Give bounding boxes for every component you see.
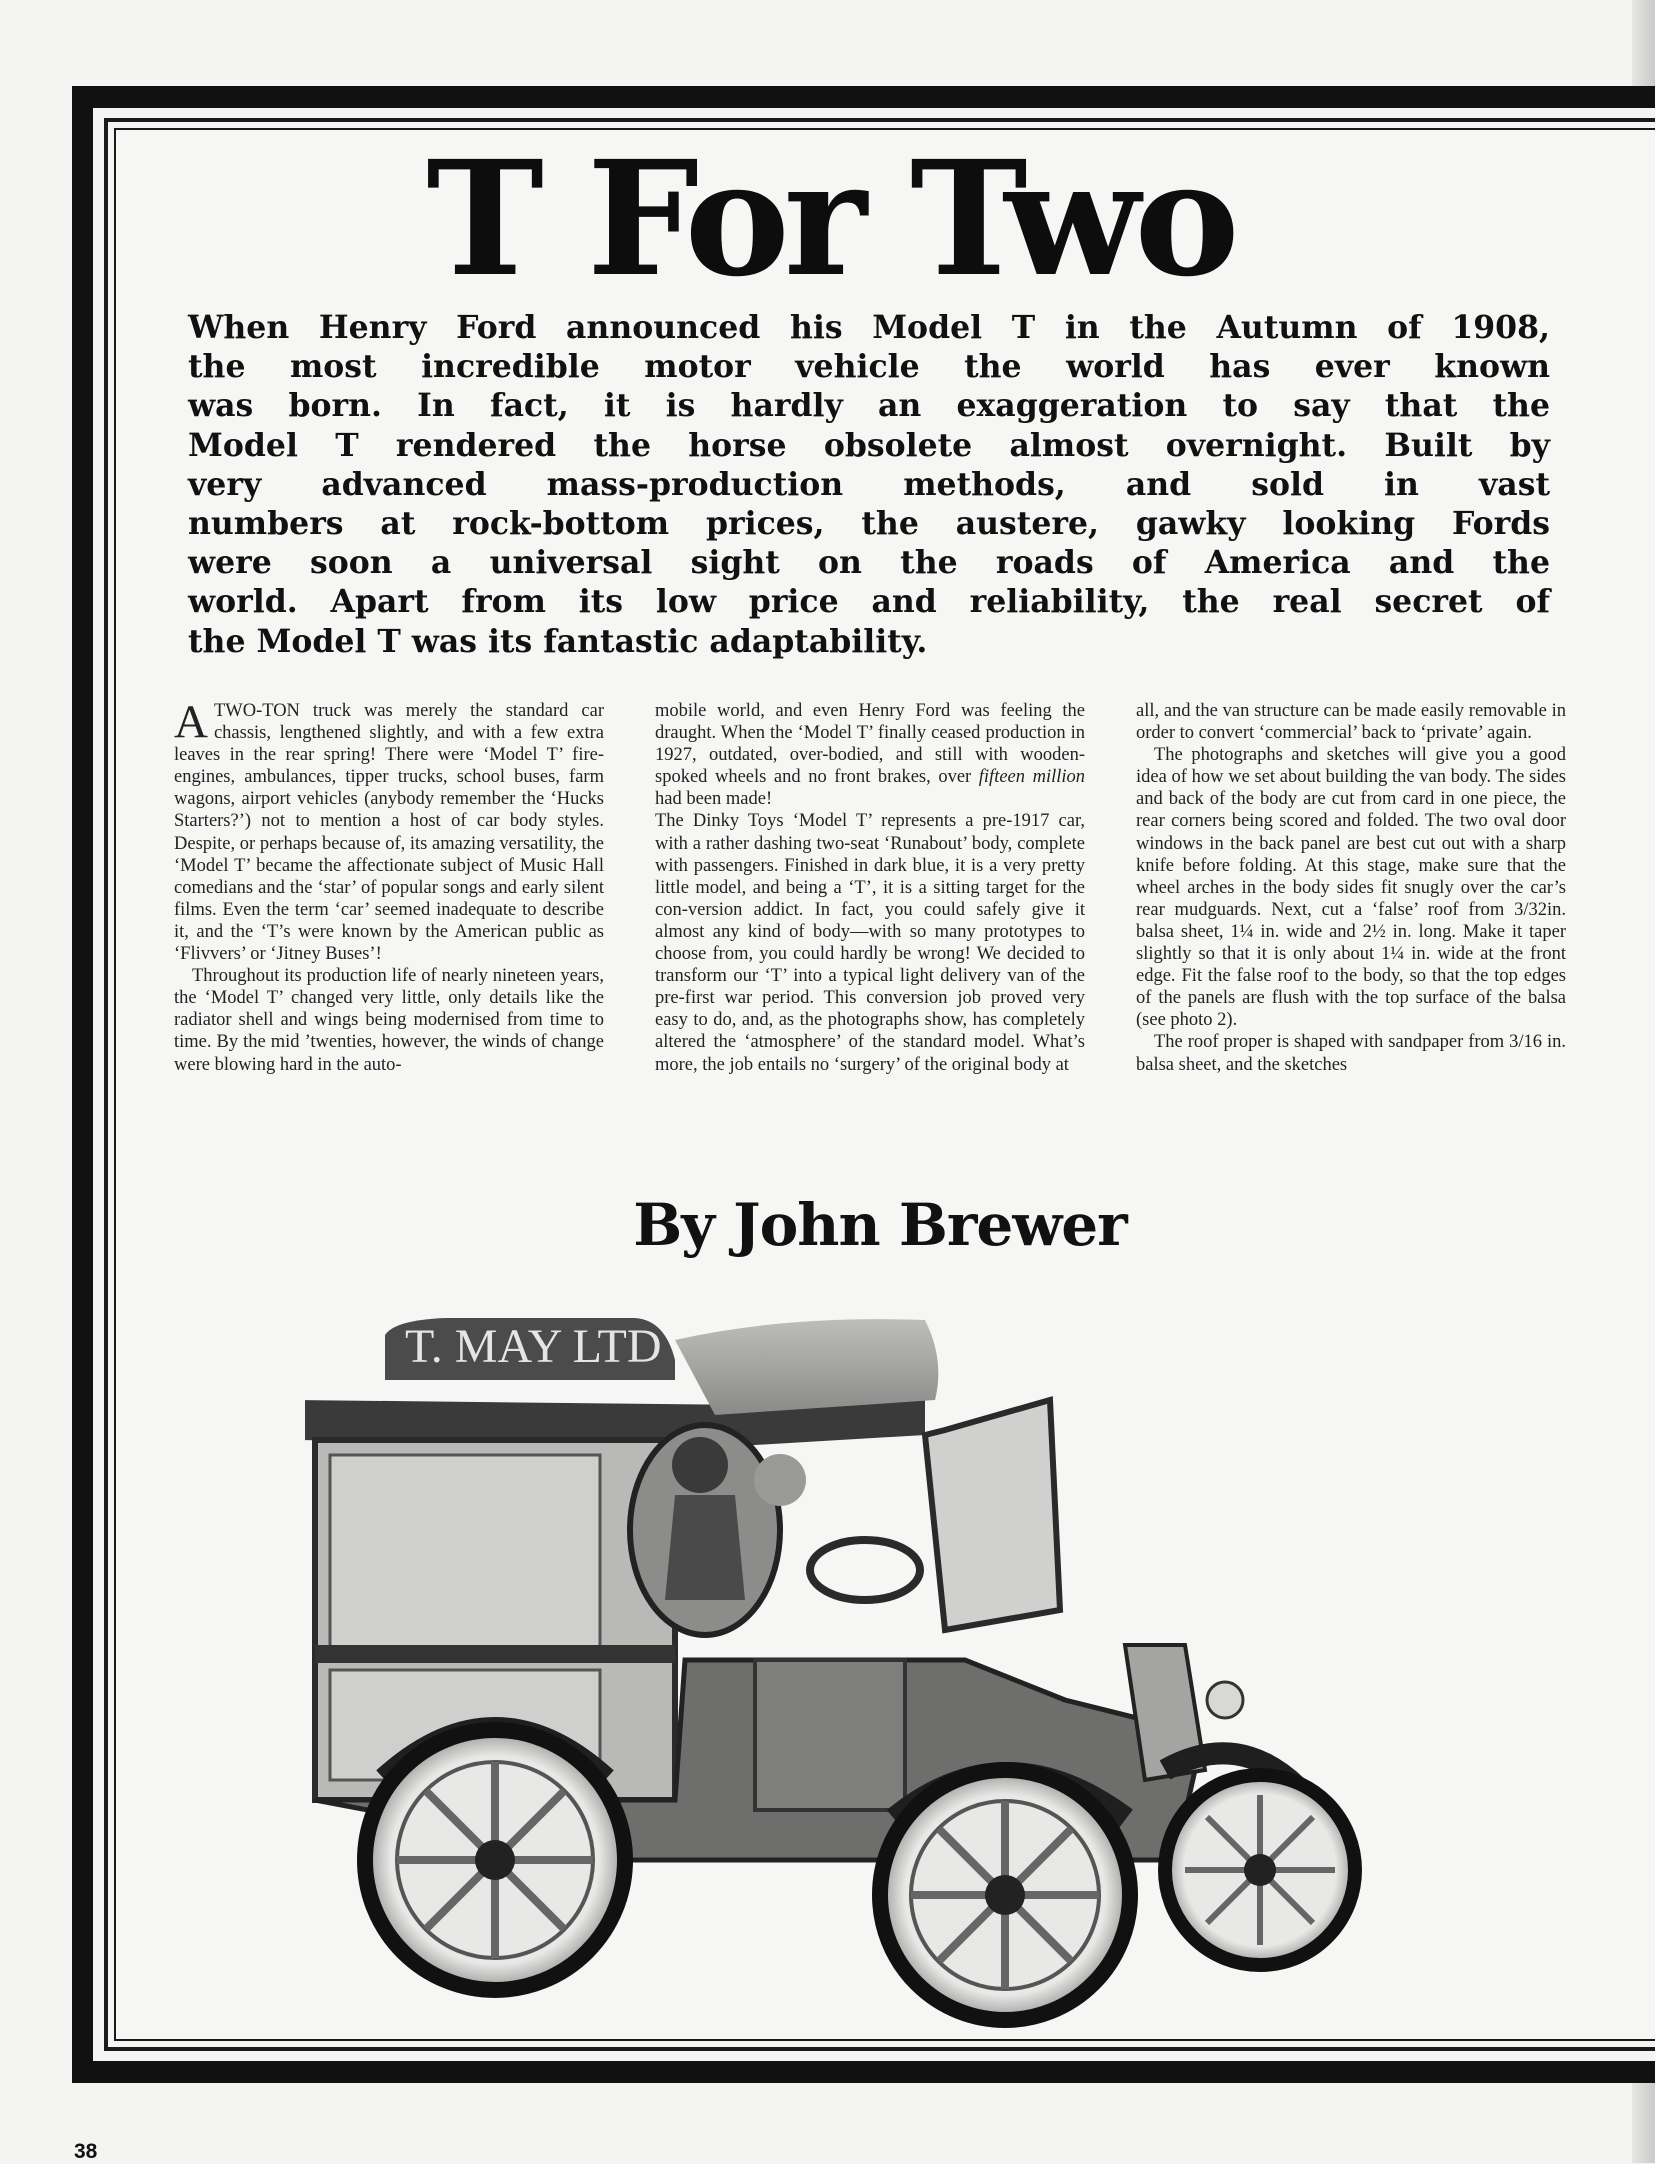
body-paragraph: Throughout its production life of nearly nineteen years, the ‘Model T’ changed very little, only details like the radiator shell and wings being modernised from time to time. By the mid ’twenties, however, the winds of change were blowing hard in the auto- [174,966,604,1075]
van-panel-upper [330,1455,600,1650]
italic-emphasis: fifteen million [978,767,1086,788]
front-wheel [880,1770,1130,2020]
standfirst-line: numbers at rock-bottom prices, the austere, gawky looking Fords [188,505,1550,543]
standfirst-line: was born. In fact, it is hardly an exaggeration to say that the [188,387,1550,425]
body-paragraph: The roof proper is shaped with sandpaper from 3/16 in. balsa sheet, and the sketches [1136,1032,1566,1075]
windscreen [925,1400,1060,1630]
standfirst [188,308,1550,661]
body-column-2 [655,700,1085,1076]
steering-wheel [810,1540,920,1600]
door-panel [755,1660,905,1810]
paragraph-text: had been made! [655,789,773,810]
paragraph-text: mobile world, and even Henry Ford was feeling the draught. When the ‘Model T’ finally ceased production in 1927, outdated, over-bodied, and still with wooden-spoked wheels and no front brakes, over [655,701,1085,788]
standfirst-line: very advanced mass-production methods, and sold in vast [188,465,1550,503]
body-paragraph: The photographs and sketches will give you a good idea of how we set about building the van body. The sides and back of the body are cut from card in one piece, the rear corners being scored and folded. The two oval door windows in the back panel are best cut out with a sharp knife before folding. At this stage, make sure that the wheel arches in the body sides fit snugly over the car’s rear mudguards. Next, cut a ‘false’ roof from 3/32in. balsa sheet, 1¼ in. wide and 2½ in. long. Make it taper slightly so that it is only about 1¼ in. wide at the front edge. Fit the false roof to the body, so that the top edges of the panels are flush with the top surface of the balsa (see photo 2). [1136,745,1566,1031]
cab-roof [675,1319,938,1415]
standfirst-line: the Model T was its fantastic adaptability. [188,622,928,660]
sign-text: T. MAY LTD [405,1320,662,1373]
paragraph-text: TWO-TON truck was merely the standard car chassis, lengthened slightly, and with a few extra leaves in the rear spring! There were ‘Model T’ fire-engines, ambulances, tipper trucks, school buses, farm wagons, airport vehicles (anybody remember the ‘Hucks Starters?’) not to mention a host of car body styles. Despite, or perhaps because of, its amazing versatility, the ‘Model T’ became the affectionate subject of Music Hall comedians and the ‘star’ of popular songs and early silent films. Even the term ‘car’ seemed inadequate to describe it, and the ‘T’s were known by the American public as ‘Flivvers’ or ‘Jitney Buses’! [174,701,604,965]
standfirst-line: the most incredible motor vehicle the world has ever known [188,348,1550,386]
body-column-1 [174,696,604,1076]
van-body-rail [315,1645,675,1663]
van-illustration [305,1300,1425,2030]
model-t-van-photo [305,1300,1425,2030]
article-title: T For Two [426,127,1234,312]
standfirst-line: were soon a universal sight on the roads of America and the [188,544,1550,582]
body-paragraph: The Dinky Toys ‘Model T’ represents a pre-1917 car, with a rather dashing two-seat ‘Runabout’ body, complete with passengers. Finished in dark blue, it is a very pretty little model, and being a ‘T’, it is a sitting target for the con-version addict. In fact, you could safely give it almost any kind of body—with so many prototypes to choose from, you could hardly be wrong! We decided to transform our ‘T’ into a typical light delivery van of the pre-first war period. This conversion job proved very easy to do, and, as the photographs show, has completely altered the ‘atmosphere’ of the standard model. What’s more, the job entails no ‘surgery’ of the original body at [655,811,1085,1075]
drop-cap: A [174,696,208,748]
rear-wheel [365,1730,625,1990]
byline: By John Brewer [633,1191,1127,1259]
body-column-3 [1136,700,1566,1076]
driver-body [665,1495,745,1600]
standfirst-line: Model T rendered the horse obsolete almost overnight. Built by [188,426,1550,464]
body-paragraph [655,700,1085,810]
body-paragraph: all, and the van structure can be made easily removable in order to convert ‘commercial’ back to ‘private’ again. [1136,701,1566,744]
standfirst-line: When Henry Ford announced his Model T in the Autumn of 1908, [188,309,1550,346]
body-paragraph [174,696,604,965]
page-number: 38 [74,2140,98,2163]
far-front-wheel [1165,1775,1355,1965]
standfirst-line: world. Apart from its low price and reliability, the real secret of [188,583,1550,621]
passenger-head [754,1454,806,1506]
driver-head [672,1437,728,1493]
headlamp [1207,1682,1243,1718]
